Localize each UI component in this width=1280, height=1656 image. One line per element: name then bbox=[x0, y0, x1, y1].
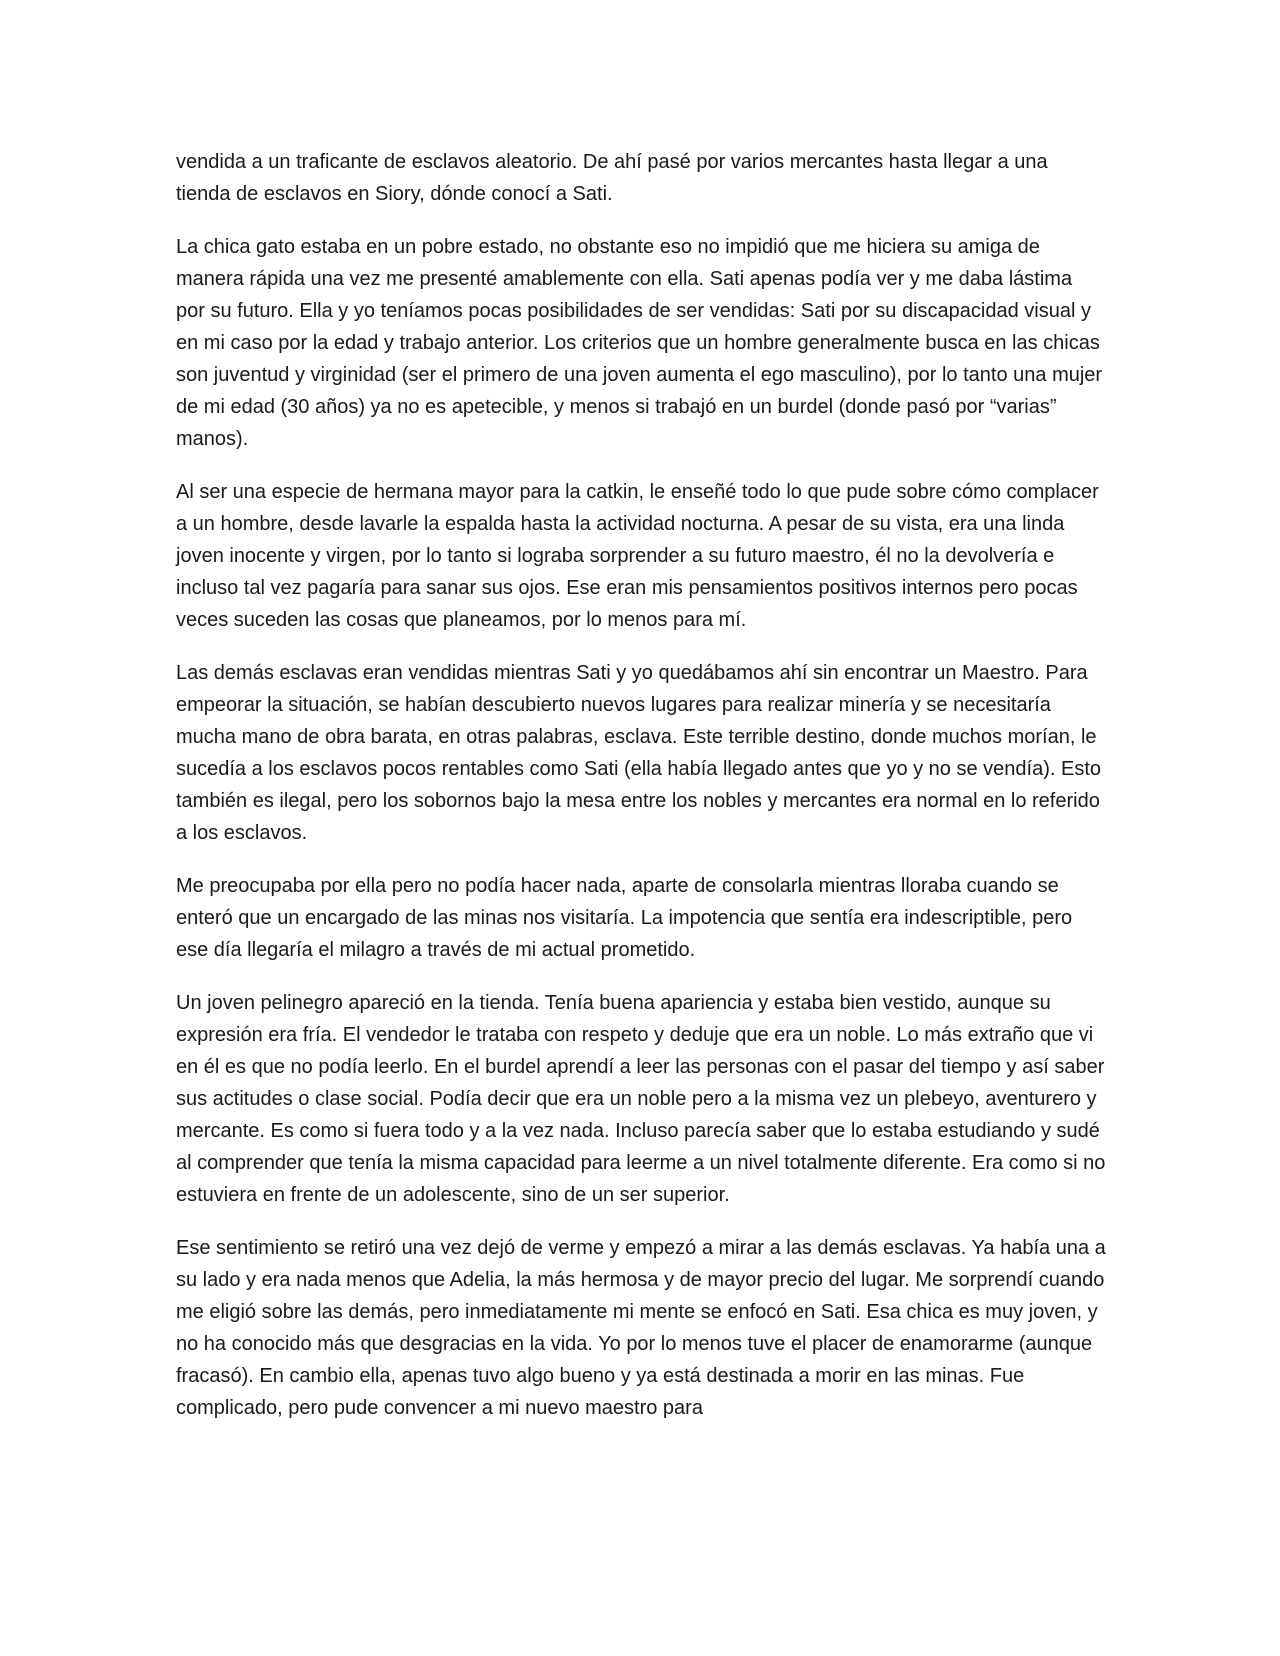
paragraph-5: Me preocupaba por ella pero no podía hacer nada, aparte de consolarla mientras lloraba cuando se enteró que un encargado de las minas nos visitaría. La impotencia que sentía era indescriptible, pero ese día llegaría el milagro a través de mi actual prometido. bbox=[176, 875, 1073, 961]
paragraph-7: Ese sentimiento se retiró una vez dejó de verme y empezó a mirar a las demás esclavas. Ya había una a su lado y era nada menos que Adelia, la más hermosa y de mayor precio del lugar. Me sorprendí cuando me eligió sobre las demás, pero inmediatamente mi mente se enfocó en Sati. Esa chica es muy joven, y no ha conocido más que desgracias en la vida. Yo por lo menos tuve el placer de enamorarme (aunque fracasó). En cambio ella, apenas tuvo algo bueno y ya está destinada a morir en las minas. Fue complicado, pero pude convencer a mi nuevo maestro para bbox=[176, 1237, 1106, 1419]
paragraph-6: Un joven pelinegro apareció en la tienda. Tenía buena apariencia y estaba bien vestido, aunque su expresión era fría. El vendedor le trataba con respeto y deduje que era un noble. Lo más extraño que vi en él es que no podía leerlo. En el burdel aprendí a leer las personas con el pasar del tiempo y así saber sus actitudes o clase social. Podía decir que era un noble pero a la misma vez un plebeyo, aventurero y mercante. Es como si fuera todo y a la vez nada. Incluso parecía saber que lo estaba estudiando y sudé al comprender que tenía la misma capacidad para leerme a un nivel totalmente diferente. Era como si no estuviera en frente de un adolescente, sino de un ser superior. bbox=[176, 992, 1106, 1206]
document-body bbox=[176, 146, 1106, 1445]
paragraph-3: Al ser una especie de hermana mayor para la catkin, le enseñé todo lo que pude sobre cómo complacer a un hombre, desde lavarle la espalda hasta la actividad nocturna. A pesar de su vista, era una linda joven inocente y virgen, por lo tanto si lograba sorprender a su futuro maestro, él no la devolvería e incluso tal vez pagaría para sanar sus ojos. Ese eran mis pensamientos positivos internos pero pocas veces suceden las cosas que planeamos, por lo menos para mí. bbox=[176, 481, 1099, 631]
paragraph-4: Las demás esclavas eran vendidas mientras Sati y yo quedábamos ahí sin encontrar un Maestro. Para empeorar la situación, se habían descubierto nuevos lugares para realizar minería y se necesitaría mucha mano de obra barata, en otras palabras, esclava. Este terrible destino, donde muchos morían, le sucedía a los esclavos pocos rentables como Sati (ella había llegado antes que yo y no se vendía). Esto también es ilegal, pero los sobornos bajo la mesa entre los nobles y mercantes era normal en lo referido a los esclavos. bbox=[176, 662, 1101, 844]
paragraph-2: La chica gato estaba en un pobre estado, no obstante eso no impidió que me hiciera su amiga de manera rápida una vez me presenté amablemente con ella. Sati apenas podía ver y me daba lástima por su futuro. Ella y yo teníamos pocas posibilidades de ser vendidas: Sati por su discapacidad visual y en mi caso por la edad y trabajo anterior. Los criterios que un hombre generalmente busca en las chicas son juventud y virginidad (ser el primero de una joven aumenta el ego masculino), por lo tanto una mujer de mi edad (30 años) ya no es apetecible, y menos si trabajó en un burdel (donde pasó por “varias” manos). bbox=[176, 236, 1103, 450]
paragraph-1: vendida a un traficante de esclavos aleatorio. De ahí pasé por varios mercantes hasta llegar a una tienda de esclavos en Siory, dónde conocí a Sati. bbox=[176, 151, 1048, 205]
